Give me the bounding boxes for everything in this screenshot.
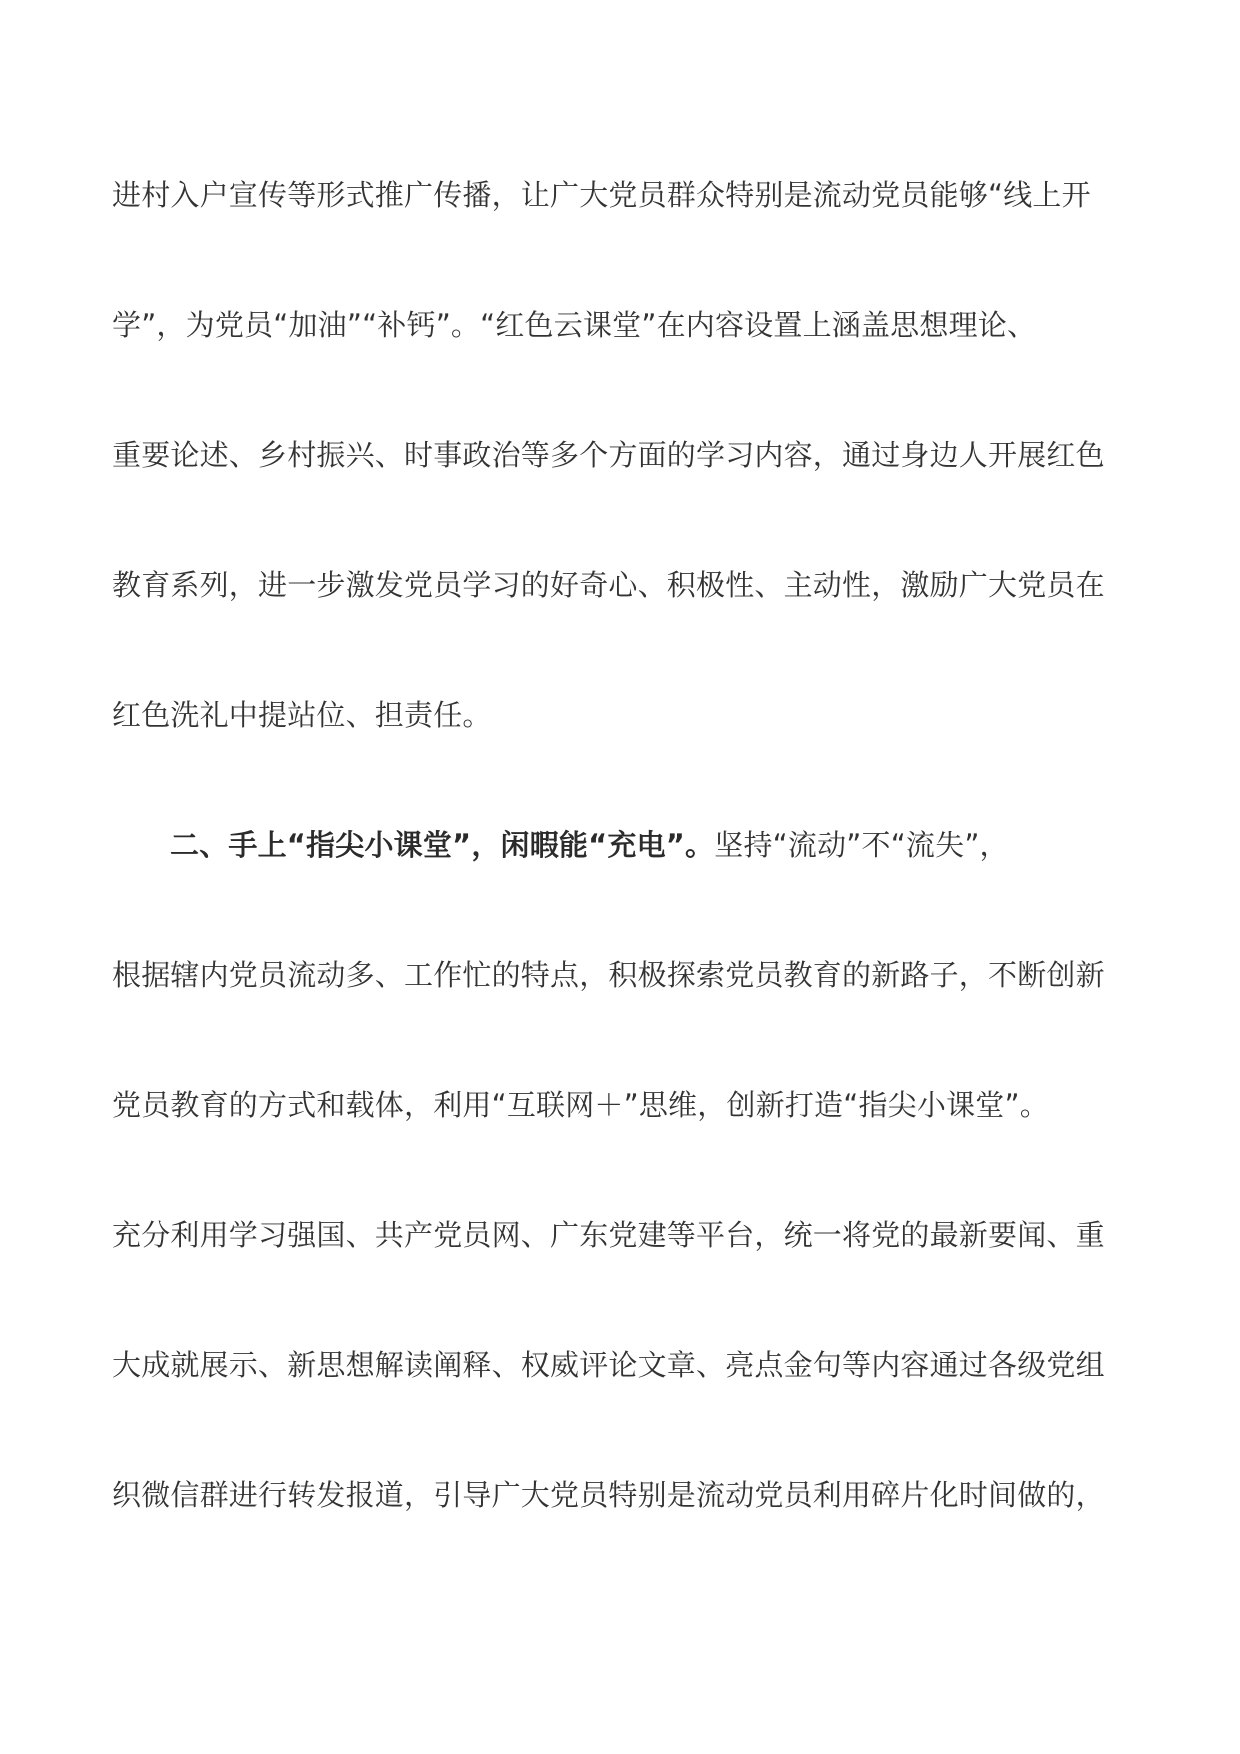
paragraph-line: 进村入户宣传等形式推广传播，让广大党员群众特别是流动党员能够“线上开	[112, 178, 1091, 212]
section-heading-rest: 坚持“流动”不“流失”，	[714, 828, 1009, 862]
paragraph-line: 教育系列，进一步激发党员学习的好奇心、积极性、主动性，激励广大党员在	[112, 568, 1105, 602]
paragraph-line: 红色洗礼中提站位、担责任。	[112, 698, 492, 732]
paragraph-line: 充分利用学习强国、共产党员网、广东党建等平台，统一将党的最新要闻、重	[112, 1218, 1105, 1252]
paragraph-line: 织微信群进行转发报道，引导广大党员特别是流动党员利用碎片化时间做的，	[112, 1478, 1105, 1512]
paragraph-line: 根据辖内党员流动多、工作忙的特点，积极探索党员教育的新路子，不断创新	[112, 958, 1105, 992]
paragraph-line: 党员教育的方式和载体，利用“互联网＋”思维，创新打造“指尖小课堂”。	[112, 1088, 1049, 1122]
paragraph-line: 重要论述、乡村振兴、时事政治等多个方面的学习内容，通过身边人开展红色	[112, 438, 1105, 472]
paragraph-line: 学”，为党员“加油”“补钙”。“红色云课堂”在内容设置上涵盖思想理论、	[112, 308, 1037, 342]
section-heading: 二、手上“指尖小课堂”，闲暇能“充电”。	[170, 828, 715, 862]
section-heading-line	[170, 825, 1009, 865]
paragraph-line: 大成就展示、新思想解读阐释、权威评论文章、亮点金句等内容通过各级党组	[112, 1348, 1105, 1382]
